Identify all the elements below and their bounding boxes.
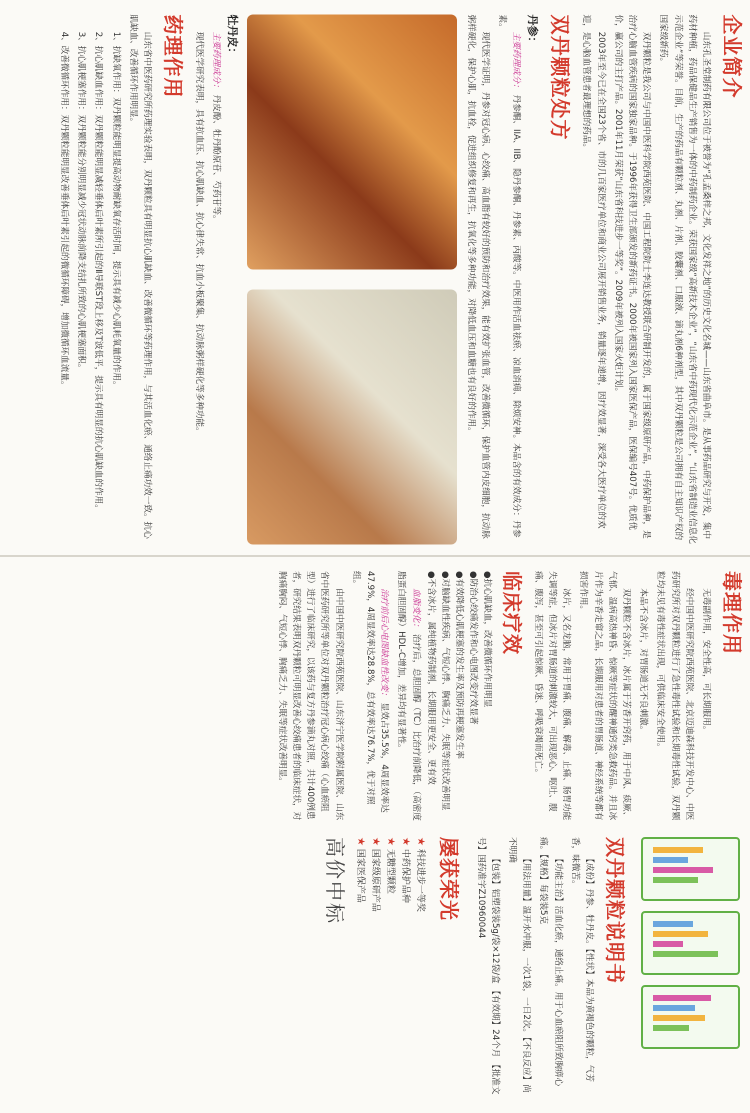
clinic-summary: 由中国中医研究院西苑医院、山东济宁医学院附属医院、山东省中医药研究所等单位对双丹颗粒治疗冠心病心绞痛（心血瘀阻型）进行了临床研究，以该药与复方丹参滴丸对照，共计400例患者，研究结果表明双丹颗粒可明显改善心绞痛患者的临床症状，对胸痛胸闷、气短心悸、胸痛乏力、失眠等症状改善明显。: [276, 571, 344, 821]
tox-para: 冰片，又名龙脑，常用于胃痛、腹痛、解毒、止痛、肠胃功能失调等症，但冰片对胃肠道的刺激较大，可出现恶心、呕吐、腹痛、腹泻，甚至可引起惊厥、昏迷、呼吸衰竭而死亡。: [532, 571, 572, 821]
star-icon: ★: [415, 837, 427, 846]
star-icon: ★: [385, 837, 397, 846]
clinic-item: ●有效降低心肌梗塞的发生率及预防再梗塞发生率: [453, 571, 464, 759]
clinic-title: 临床疗效: [499, 571, 524, 655]
honor-label: 科技进步一等奖: [415, 848, 426, 912]
star-icon: ★: [400, 837, 412, 846]
company-para: 双丹颗粒是我公司与中国中医科学院西苑医院、中国工程院院士李连达教授联合研制开发的，属于国家级原研产品，中药保护品种，是治疗心脑血管疾病的国家独家品种。于1996年获得卫生部颁发的新药证书。2000年被国家列入国家医保产品，医保编号407号。优质优价，赢公司的主打产品。2001年11月荣获“山东省科技进步一等奖”。2009年被列入国家火炬计划。: [612, 14, 652, 539]
danshen-lead: 主要药理成分：: [511, 31, 522, 92]
pharm-item: 1、抗缺氧作用：双丹颗粒能明显提高动物耐缺氧存活时间，提示具有减少心肌耗氧量的作用。: [110, 31, 121, 390]
clinic-lipid: [394, 571, 422, 821]
company-para: 山东孔圣堂制药有限公司位于被誉为“孔孟桑梓之邦，文化发祥之地”的历史文化名城——山东省曲阜市。是从事药品研究与开发，集中药材种植，药品保健品生产销售为一体的中药制药企业。荣获国家级“高新技术企业”，“山东省中药现代化示范企业”，“山东省制造业信息化示范企业”等荣誉。目前，生产的药品有颗粒剂、丸剂、片剂、胶囊剂、口服液、滴丸剂6种剂型，其中双丹颗粒是公司拥有自主知识产权的国家级新药。: [658, 14, 711, 544]
chart-thumbnail: [641, 837, 740, 901]
instruction-line: 【包装】铝塑袋装5g/袋×12袋/盒 【有效期】24个月 【批准文号】国药准字Z10960044: [475, 837, 500, 1095]
honor-item: [400, 837, 413, 1099]
honor-title: 屡获荣光: [437, 837, 462, 921]
formula-title: 双丹颗粒处方: [548, 14, 573, 140]
honor-label: 中药保护品种: [400, 848, 411, 903]
clinic-item: ●不含冰片，属纯植物药制剂，长期服用更安全、更有效: [425, 571, 436, 785]
chart-thumbnail: [641, 985, 740, 1049]
tox-clinic-column: [0, 571, 750, 821]
honor-item: [415, 837, 428, 1099]
clinic-item: ●防治心绞痛发作和心电图改变疗效显著: [467, 571, 478, 725]
honor-label: 国家医保产品: [355, 848, 366, 903]
mudan-text: [209, 14, 223, 544]
clinic-ecg-lead: 治疗前后心电图缺血性改变：: [379, 588, 390, 700]
clinic-ecg-text: 显效占35.5%，4周显效率达47.9%，4周显效率达28.8%，总有效率达76.7%，优于对照组。: [350, 571, 390, 813]
instruction-column: [0, 837, 750, 1099]
bottom-panel-content: [0, 557, 750, 1113]
clinic-item: ●抗心肌缺血，改善微循环作用明显: [481, 571, 492, 708]
clinical-charts: [641, 837, 740, 1099]
top-panel-content: [0, 0, 750, 555]
honor-label: 国家级原研产品: [370, 848, 381, 912]
tox-para: 本品不含冰片，对胃肠道无不良刺激。: [638, 588, 649, 735]
star-icon: ★: [370, 837, 382, 846]
danshen-title: 丹参：: [526, 14, 540, 47]
mudan-lead: 主要药理成分：: [211, 31, 222, 92]
danshen-text: [495, 14, 523, 544]
danshen-root-photo: [247, 14, 457, 269]
tox-title: 毒理作用: [720, 571, 744, 655]
mudan-title: 牡丹皮：: [226, 14, 240, 58]
clinic-lipid-text: 治疗后，总胆固醇（TC）比治疗前降低，（高密度脂蛋白胆固醇）HDL-C增加，差异均有显著性。: [396, 571, 421, 821]
company-para: 2003年至今已在全国23个省、市的几百家医疗单位和商业公司展开销售业务，销量逐年递增，因疗效显著，深受各大医疗单位的欢迎，是心脑血管患者最理想的药品。: [581, 14, 606, 529]
company-column: [0, 14, 750, 544]
honor-item: [385, 837, 398, 1099]
herb-photos: [247, 14, 457, 544]
tox-para: 双丹颗粒不含冰片，冰片属于芳香开窍药，用于中风、痰厥、气郁、温病高热神昏、惊厥等症状的醒神通窍类急救药品。并且冰片作为辛香走窜之品，长期服用对患者的胃肠道、神经系统等都有损害作用。: [578, 571, 631, 821]
top-panel: [0, 0, 750, 555]
honor-item: [355, 837, 368, 1099]
instruction-title: 双丹颗粒说明书: [603, 837, 627, 984]
pharm-item: 2、抗心肌缺血作用：双丹颗粒能明显减轻垂体后叶素所引起的Ⅱ导联ST段上移及T波低平，提示具有明显的抗心肌缺血的作用。: [93, 31, 104, 513]
tox-para: 无毒副作用，安全性高，可长期服用。: [701, 588, 711, 735]
bottom-panel: [0, 555, 750, 1113]
danshen-para: 现代医学证明，丹参对冠心病、心绞痛、高血脂有较好的预防和治疗效果，能有效扩张血管，改善微循环，保护血管内皮细胞，抗动脉粥样硬化，保护心肌，抗血栓，促进组织修复和再生，抗氧化等多种功能，对降低血压和血糖也有良好的作用。: [465, 14, 490, 539]
pharm-title: 药理作用: [160, 14, 185, 98]
mudan-components: 丹皮酚、牡丹酚原苷、芍药苷等。: [211, 94, 222, 224]
tox-para: 经中国中医研究院西苑医院、北京迈迪森科技开发中心、中医药研究所对双丹颗粒进行了急性毒性试验和长期毒性试验，双丹颗粒均未见有毒性症状出现，可供临床安全使用。: [655, 571, 694, 821]
star-icon: ★: [355, 837, 367, 846]
honor-item: [370, 837, 383, 1099]
honor-list: [355, 837, 428, 1099]
clinic-ecg: [349, 571, 392, 821]
danshen-components: 丹参酮、IIA、IIB、隐丹参酮、丹参素、丙酸等。中医用作活血祛瘀、凉血消痈、除烦安神。本品含的有效成分：丹参素。: [496, 14, 522, 538]
mudan-para: 现代医学研究表明，具有抗血压、抗心肌缺血、抗心律失常、抗血小板聚集、抗动脉粥样硬化等多种功能。: [194, 31, 205, 436]
clinic-item: ●对脑缺血性疾病、气短心悸、胸痛乏力、失眠等症状改善明显: [439, 571, 450, 811]
mudan-bark-photo: [247, 289, 457, 544]
instruction-line: 【功能主治】活血化瘀，通络止痛。用于心血瘀阻所致胸痹心痛。【规格】每袋装5克: [538, 837, 563, 1087]
pharm-item: 3、抗心肌梗塞作用：双丹颗粒能分别明显减少冠状动脉前降支结扎所致的心肌梗塞面积。: [76, 31, 87, 372]
pharm-item: 4、改善微循环作用：双丹颗粒能明显改善垂体后叶素引起的微循环障碍，增加微循环血流量。: [58, 31, 69, 390]
honor-label: 无糖型颗粒: [385, 848, 396, 894]
clinic-lipid-lead: 血脂变化：: [410, 588, 421, 632]
company-title: 企业简介: [720, 14, 744, 98]
chart-thumbnail: [641, 911, 740, 975]
instruction-line: 【用法用量】温开水冲服，一次1袋，一日2次。【不良反应】尚不明确: [506, 837, 532, 1093]
pharm-intro: 山东省中医药研究所药理实验表明，双丹颗粒具有明显抗心肌缺血、改善微循环等药理作用，与其活血化瘀、通络止痛功效一致。抗心肌缺血、改善循环作用明显。: [127, 14, 152, 539]
instruction-line: 【成份】丹参、牡丹皮。【性状】本品为黄褐色的颗粒，气芳香，味微苦。: [569, 837, 594, 1082]
high-price-label: 高价中标: [323, 837, 348, 925]
